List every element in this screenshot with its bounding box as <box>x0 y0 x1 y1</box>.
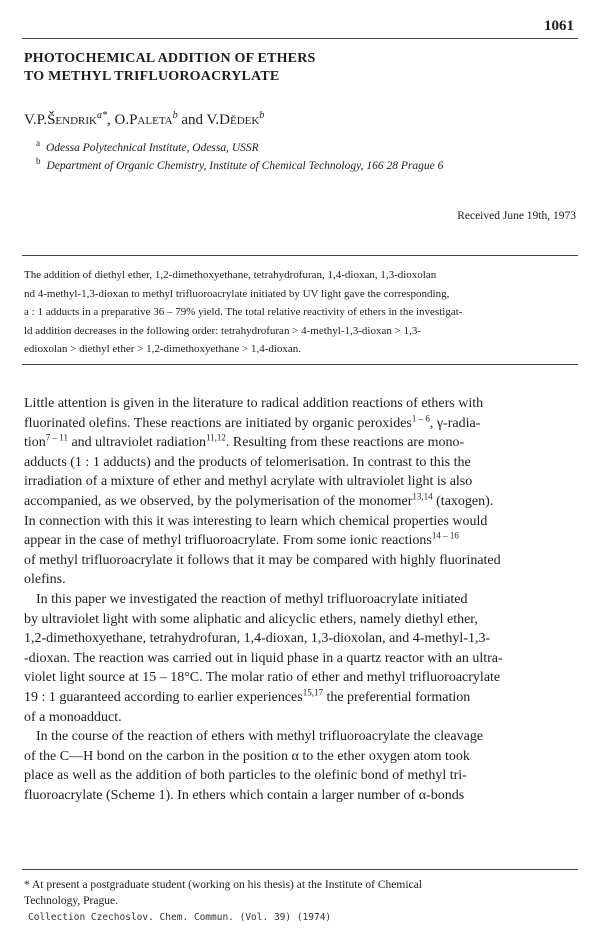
abstract-line: ld addition decreases in the following order: tetrahydrofuran > 4-methyl-1,3-dioxan > 1,3- <box>24 324 421 337</box>
citation: 14 – 16 <box>431 530 459 541</box>
body-line: of a monoadduct. <box>24 709 122 725</box>
title-line-2: TO METHYL TRIFLUOROACRYLATE <box>24 69 280 84</box>
body-text-run: . Resulting from these reactions are mono- <box>225 435 465 451</box>
body-text-run: (taxogen). <box>432 493 494 509</box>
author-3-name: Dědek <box>219 112 260 128</box>
author-separator-1: , O. <box>107 112 130 128</box>
affiliation-a-text: Odessa Polytechnical Institute, Odessa, USSR <box>46 141 259 154</box>
body-text-run: 19 : 1 guaranteed according to earlier experiences <box>24 689 303 705</box>
body-text-run: , γ-radia- <box>429 415 481 431</box>
body-text-run: accompanied, as we observed, by the polymerisation of the monomer <box>24 493 413 509</box>
citation: 13,14 <box>412 491 433 502</box>
body-line: In this paper we investigated the reaction of methyl trifluoroacrylate initiated <box>36 591 468 607</box>
received-date: Received June 19th, 1973 <box>457 210 576 222</box>
author-1-mark: a* <box>97 110 107 121</box>
body-line <box>24 531 580 551</box>
abstract-top-rule <box>22 255 578 256</box>
citation: 11,12 <box>205 432 226 443</box>
body-text-run: appear in the case of methyl trifluoroacrylate. From some ionic reactions <box>24 533 432 549</box>
body-line: of the C—H bond on the carbon in the position α to the ether oxygen atom took <box>24 748 470 764</box>
body-line: irradiation of a mixture of ether and methyl acrylate with ultraviolet light is also <box>24 474 473 490</box>
footnote-rule <box>22 869 578 870</box>
body-line: In the course of the reaction of ethers with methyl trifluoroacrylate the cleavage <box>36 729 484 745</box>
journal-citation: Collection Czechoslov. Chem. Commun. (Vol. 39) (1974) <box>28 912 332 923</box>
body-line: of methyl trifluoroacrylate it follows that it may be compared with highly fluorinated <box>24 552 501 568</box>
body-text-run: tion <box>24 435 46 451</box>
body-line: place as well as the addition of both particles to the olefinic bond of methyl tri- <box>24 768 467 784</box>
body-text-run: the preferential formation <box>322 689 471 705</box>
body-line: olefins. <box>24 572 66 588</box>
abstract <box>24 266 580 359</box>
author-separator-2: and V. <box>177 112 220 128</box>
body-line: adducts (1 : 1 adducts) and the products of telomerisation. In contrast to this the <box>24 454 471 470</box>
body-line: violet light source at 15 – 18°C. The molar ratio of ether and methyl trifluoroacrylate <box>24 670 501 686</box>
author-1-name: Šendrik <box>47 112 97 128</box>
abstract-line: a : 1 adducts in a preparative 36 – 79% yield. The total relative reactivity of ethers in the investigat- <box>24 306 463 318</box>
abstract-line: The addition of diethyl ether, 1,2-dimethoxyethane, tetrahydrofuran, 1,4-dioxan, 1,3-dioxolan <box>24 269 437 281</box>
author-2-mark: b <box>172 110 178 121</box>
body-line <box>24 414 580 434</box>
author-1-initials: V.P. <box>24 112 48 128</box>
article-title <box>24 50 564 86</box>
abstract-bottom-rule <box>22 364 578 365</box>
body-line: 1,2-dimethoxyethane, tetrahydrofuran, 1,4-dioxan, 1,3-dioxolan, and 4-methyl-1,3- <box>24 631 491 647</box>
body-line <box>24 688 580 708</box>
affiliation-b-mark: b <box>36 156 41 166</box>
affiliation-b <box>36 156 443 172</box>
body-line: Little attention is given in the literature to radical addition reactions of ethers with <box>24 396 484 411</box>
abstract-line: edioxolan > diethyl ether > 1,2-dimethoxyethane > 1,4-dioxan. <box>24 343 302 355</box>
body-line: -dioxan. The reaction was carried out in liquid phase in a quartz reactor with an ultra- <box>24 650 503 666</box>
body-text-run: fluorinated olefins. These reactions are initiated by organic peroxides <box>24 415 412 431</box>
footnote <box>24 877 580 909</box>
citation: 7 – 11 <box>45 432 68 443</box>
body-text <box>24 394 580 805</box>
author-list <box>24 110 264 129</box>
body-line <box>24 492 580 512</box>
body-line <box>24 433 580 453</box>
footnote-line: * At present a postgraduate student (working on his thesis) at the Institute of Chemical <box>24 879 422 891</box>
affiliation-a-mark: a <box>36 138 40 148</box>
affiliation-a <box>36 138 259 154</box>
body-text-run: and ultraviolet radiation <box>67 435 206 451</box>
body-line: by ultraviolet light with some aliphatic and alicyclic ethers, namely diethyl ether, <box>24 611 478 627</box>
body-line: fluoroacrylate (Scheme 1). In ethers which contain a larger number of α-bonds <box>24 787 465 803</box>
affiliation-b-text: Department of Organic Chemistry, Institute of Chemical Technology, 166 28 Prague 6 <box>46 159 444 172</box>
body-line: In connection with this it was interesting to learn which chemical properties would <box>24 513 488 529</box>
abstract-line: nd 4-methyl-1,3-dioxan to methyl trifluoroacrylate initiated by UV light gave the corresponding, <box>24 287 450 300</box>
citation: 1 – 6 <box>411 412 430 423</box>
title-line-1: PHOTOCHEMICAL ADDITION OF ETHERS <box>24 51 316 66</box>
author-3-mark: b <box>259 110 265 121</box>
citation: 15,17 <box>302 687 323 698</box>
header-rule <box>22 38 578 39</box>
footnote-line: Technology, Prague. <box>24 895 118 907</box>
author-2-name: Paleta <box>129 112 173 128</box>
page-number: 1061 <box>544 18 574 34</box>
